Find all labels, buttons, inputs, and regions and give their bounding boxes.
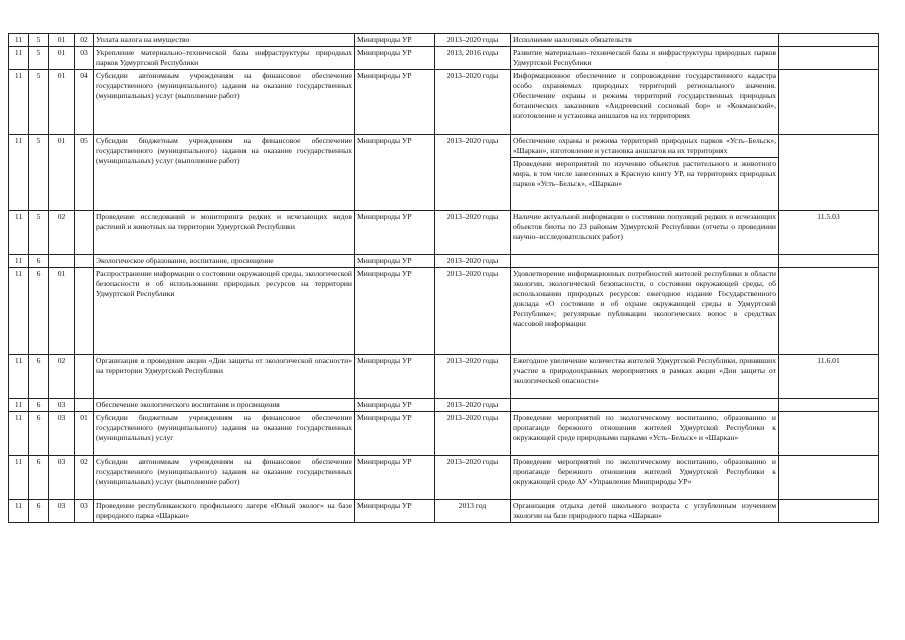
- code-program-cell: 11: [9, 355, 29, 399]
- code-activity-cell: 01: [49, 135, 75, 211]
- code-subprogram-cell: 5: [29, 135, 49, 211]
- code-subactivity-cell: 02: [75, 34, 94, 47]
- executor-cell: Минприроды УР: [355, 135, 435, 211]
- result-text: Проведение мероприятий по экологическому воспитанию, образованию и пропаганде бережного отношения жителей Удмуртской Республики к окружающей среде природными парками «Усть–Бельск» и «Шаркан»: [513, 413, 776, 442]
- code-subprogram-cell: 5: [29, 211, 49, 255]
- code-subprogram-cell: 5: [29, 47, 49, 70]
- table-row: [9, 135, 879, 211]
- code-subactivity-cell: 05: [75, 135, 94, 211]
- code-subprogram-cell: 6: [29, 255, 49, 268]
- code-subactivity-cell: 02: [75, 456, 94, 500]
- code-subprogram-cell: 6: [29, 268, 49, 355]
- result-text: Наличие актуальной информации о состоянии популяций редких и исчезающих объектов биоты по 23 районам Удмуртской Республики (отчеты о проведении научно–исследовательских работ): [513, 212, 776, 241]
- result-cell: [511, 399, 779, 412]
- activity-name-cell: Субсидии бюджетным учреждениям на финансовое обеспечение государственного (муниципального) задания на оказание государственных (муниципальных) услуг: [94, 412, 355, 456]
- code-program-cell: 11: [9, 399, 29, 412]
- table-row: [9, 500, 879, 523]
- code-activity-cell: 01: [49, 47, 75, 70]
- code-subactivity-cell: [75, 211, 94, 255]
- result-text: [511, 399, 778, 401]
- code-program-cell: 11: [9, 255, 29, 268]
- period-cell: 2013–2020 годы: [435, 70, 511, 135]
- indicator-cell: [779, 456, 879, 500]
- indicator-cell: [779, 47, 879, 70]
- code-program-cell: 11: [9, 500, 29, 523]
- table-row: [9, 255, 879, 268]
- period-cell: 2013–2020 годы: [435, 255, 511, 268]
- period-cell: 2013–2020 годы: [435, 135, 511, 211]
- executor-cell: Минприроды УР: [355, 70, 435, 135]
- code-subactivity-cell: [75, 355, 94, 399]
- indicator-cell: [779, 255, 879, 268]
- activity-name-cell: Субсидии автономным учреждениям на финансовое обеспечение государственного (муниципального) задания на оказание государственных (муниципальных) услуг (выполнение работ): [94, 70, 355, 135]
- code-subprogram-cell: 6: [29, 500, 49, 523]
- activity-name-cell: Организация и проведение акции «Дни защиты от экологической опасности» на территории Удмуртской Республики: [94, 355, 355, 399]
- indicator-cell: [779, 34, 879, 47]
- executor-cell: Минприроды УР: [355, 255, 435, 268]
- executor-cell: Минприроды УР: [355, 355, 435, 399]
- code-subactivity-cell: 03: [75, 47, 94, 70]
- result-text: Проведение мероприятий по изучению объектов растительного и животного мира, в том числе занесенных в Красную книгу УР, на территориях природных парков «Усть–Бельск», «Шаркан»: [513, 159, 776, 188]
- code-activity-cell: [49, 255, 75, 268]
- executor-cell: Минприроды УР: [355, 47, 435, 70]
- code-activity-cell: 03: [49, 399, 75, 412]
- indicator-cell: 11.5.03: [779, 211, 879, 255]
- code-activity-cell: 01: [49, 70, 75, 135]
- result-cell: [511, 456, 779, 500]
- table-row: [9, 47, 879, 70]
- program-table-page: [8, 33, 878, 523]
- code-subprogram-cell: 6: [29, 456, 49, 500]
- result-text: Проведение мероприятий по экологическому воспитанию, образованию и пропаганде бережного отношения жителей Удмуртской Республики к окружающей среде АУ «Управление Минприроды УР»: [513, 457, 776, 486]
- table-row: [9, 355, 879, 399]
- code-program-cell: 11: [9, 412, 29, 456]
- indicator-cell: [779, 500, 879, 523]
- code-activity-cell: 03: [49, 456, 75, 500]
- indicator-cell: [779, 70, 879, 135]
- code-activity-cell: 03: [49, 412, 75, 456]
- period-cell: 2013–2020 годы: [435, 211, 511, 255]
- code-subactivity-cell: [75, 268, 94, 355]
- executor-cell: Минприроды УР: [355, 268, 435, 355]
- indicator-cell: [779, 268, 879, 355]
- result-cell: [511, 268, 779, 355]
- result-text: Удовлетворение информационных потребностей жителей республики в области экологии, экологической безопасности, о состоянии окружающей среды, об использовании природных ресурсов: ежегодное издание Государственного доклада «О состоянии и об охране окружающей среды в Удмуртской Республике»; регулярные публикации экологических вопос в средствах массовой информации: [513, 269, 776, 328]
- period-cell: 2013–2020 годы: [435, 268, 511, 355]
- code-subprogram-cell: 5: [29, 70, 49, 135]
- result-cell: [511, 34, 779, 47]
- executor-cell: Минприроды УР: [355, 211, 435, 255]
- indicator-cell: 11.6.01: [779, 355, 879, 399]
- activity-name-cell: Экологическое образование, воспитание, просвещение: [94, 255, 355, 268]
- activity-name-cell: Обеспечение экологического воспитания и просвещения: [94, 399, 355, 412]
- table-row: [9, 456, 879, 500]
- code-program-cell: 11: [9, 47, 29, 70]
- code-subactivity-cell: 03: [75, 500, 94, 523]
- executor-cell: Минприроды УР: [355, 412, 435, 456]
- code-subprogram-cell: 6: [29, 412, 49, 456]
- activity-name-cell: Проведение исследований и мониторинга редких и исчезающих видов растений и животных на территории Удмуртской Республики: [94, 211, 355, 255]
- result-cell: [511, 47, 779, 70]
- table-row: [9, 34, 879, 47]
- activity-name-cell: Субсидии автономным учреждениям на финансовое обеспечение государственного (муниципального) задания на оказание государственных (муниципальных) услуг (выполнение работ): [94, 456, 355, 500]
- result-text: Обеспечение охраны и режима территорий природных парков «Усть–Бельск», «Шаркан», изготовление и установка аншлагов на их территориях: [513, 136, 776, 155]
- indicator-cell: [779, 399, 879, 412]
- code-subactivity-cell: [75, 399, 94, 412]
- period-cell: 2013, 2016 годы: [435, 47, 511, 70]
- result-text: Информационное обеспечение и сопровождение государственного кадастра особо охраняемых природных территорий регионального значения. Обеспечение охраны и режима территорий государственных природных ботанических заказников «Андреевский сосновый бор» и «Кокманский», изготовление и установка аншлагов на их территориях: [513, 71, 776, 120]
- table-row: [9, 412, 879, 456]
- result-cell: [511, 70, 779, 135]
- code-activity-cell: 01: [49, 268, 75, 355]
- code-program-cell: 11: [9, 34, 29, 47]
- activity-name-cell: Субсидии бюджетным учреждениям на финансовое обеспечение государственного (муниципального) задания на оказание государственных (муниципальных) услуг (выполнение работ): [94, 135, 355, 211]
- table-row: [9, 399, 879, 412]
- code-subactivity-cell: 04: [75, 70, 94, 135]
- code-activity-cell: 02: [49, 211, 75, 255]
- code-activity-cell: 02: [49, 355, 75, 399]
- activity-name-cell: Распространение информации о состоянии окружающей среды, экологической безопасности и об использовании природных ресурсов на территории Удмуртской Республики: [94, 268, 355, 355]
- activity-name-cell: Укрепление материально–технической базы инфраструктуры природных парков Удмуртской Республики: [94, 47, 355, 70]
- code-subactivity-cell: 01: [75, 412, 94, 456]
- code-program-cell: 11: [9, 456, 29, 500]
- program-activities-table: [8, 33, 879, 523]
- executor-cell: Минприроды УР: [355, 500, 435, 523]
- code-program-cell: 11: [9, 70, 29, 135]
- activity-name-cell: Уплата налога на имущество: [94, 34, 355, 47]
- period-cell: 2013–2020 годы: [435, 456, 511, 500]
- result-text: Ежегодное увеличение количества жителей Удмуртской Республики, принявших участие в природоохранных мероприятиях в рамках акции «Дни защиты от экологической опасности»: [513, 356, 776, 385]
- executor-cell: Минприроды УР: [355, 456, 435, 500]
- period-cell: 2013–2020 годы: [435, 412, 511, 456]
- code-program-cell: 11: [9, 135, 29, 211]
- code-activity-cell: 03: [49, 500, 75, 523]
- result-cell: [511, 500, 779, 523]
- result-text: Исполнение налоговых обязательств: [513, 35, 632, 44]
- result-text: Развитие материально–технической базы и инфраструктуры природных парков Удмуртской Республики: [513, 48, 776, 67]
- result-text: Организация отдыха детей школьного возраста с углубленным изучением экологии на базе природного парка «Шаркан»: [513, 501, 776, 520]
- result-cell: [511, 135, 779, 211]
- executor-cell: Минприроды УР: [355, 34, 435, 47]
- activity-name-cell: Проведение республиканского профильного лагеря «Юный эколог» на базе природного парка «Шаркан»: [94, 500, 355, 523]
- indicator-cell: [779, 412, 879, 456]
- code-program-cell: 11: [9, 211, 29, 255]
- executor-cell: Минприроды УР: [355, 399, 435, 412]
- table-row: [9, 211, 879, 255]
- code-program-cell: 11: [9, 268, 29, 355]
- code-activity-cell: 01: [49, 34, 75, 47]
- result-cell: [511, 255, 779, 268]
- period-cell: 2013 год: [435, 500, 511, 523]
- code-subactivity-cell: [75, 255, 94, 268]
- code-subprogram-cell: 6: [29, 399, 49, 412]
- result-cell: [511, 412, 779, 456]
- result-cell: [511, 211, 779, 255]
- code-subprogram-cell: 5: [29, 34, 49, 47]
- table-row: [9, 268, 879, 355]
- period-cell: 2013–2020 годы: [435, 355, 511, 399]
- period-cell: 2013–2020 годы: [435, 34, 511, 47]
- period-cell: 2013–2020 годы: [435, 399, 511, 412]
- code-subprogram-cell: 6: [29, 355, 49, 399]
- table-row: [9, 70, 879, 135]
- indicator-cell: [779, 135, 879, 211]
- result-text: [511, 255, 778, 257]
- result-cell: [511, 355, 779, 399]
